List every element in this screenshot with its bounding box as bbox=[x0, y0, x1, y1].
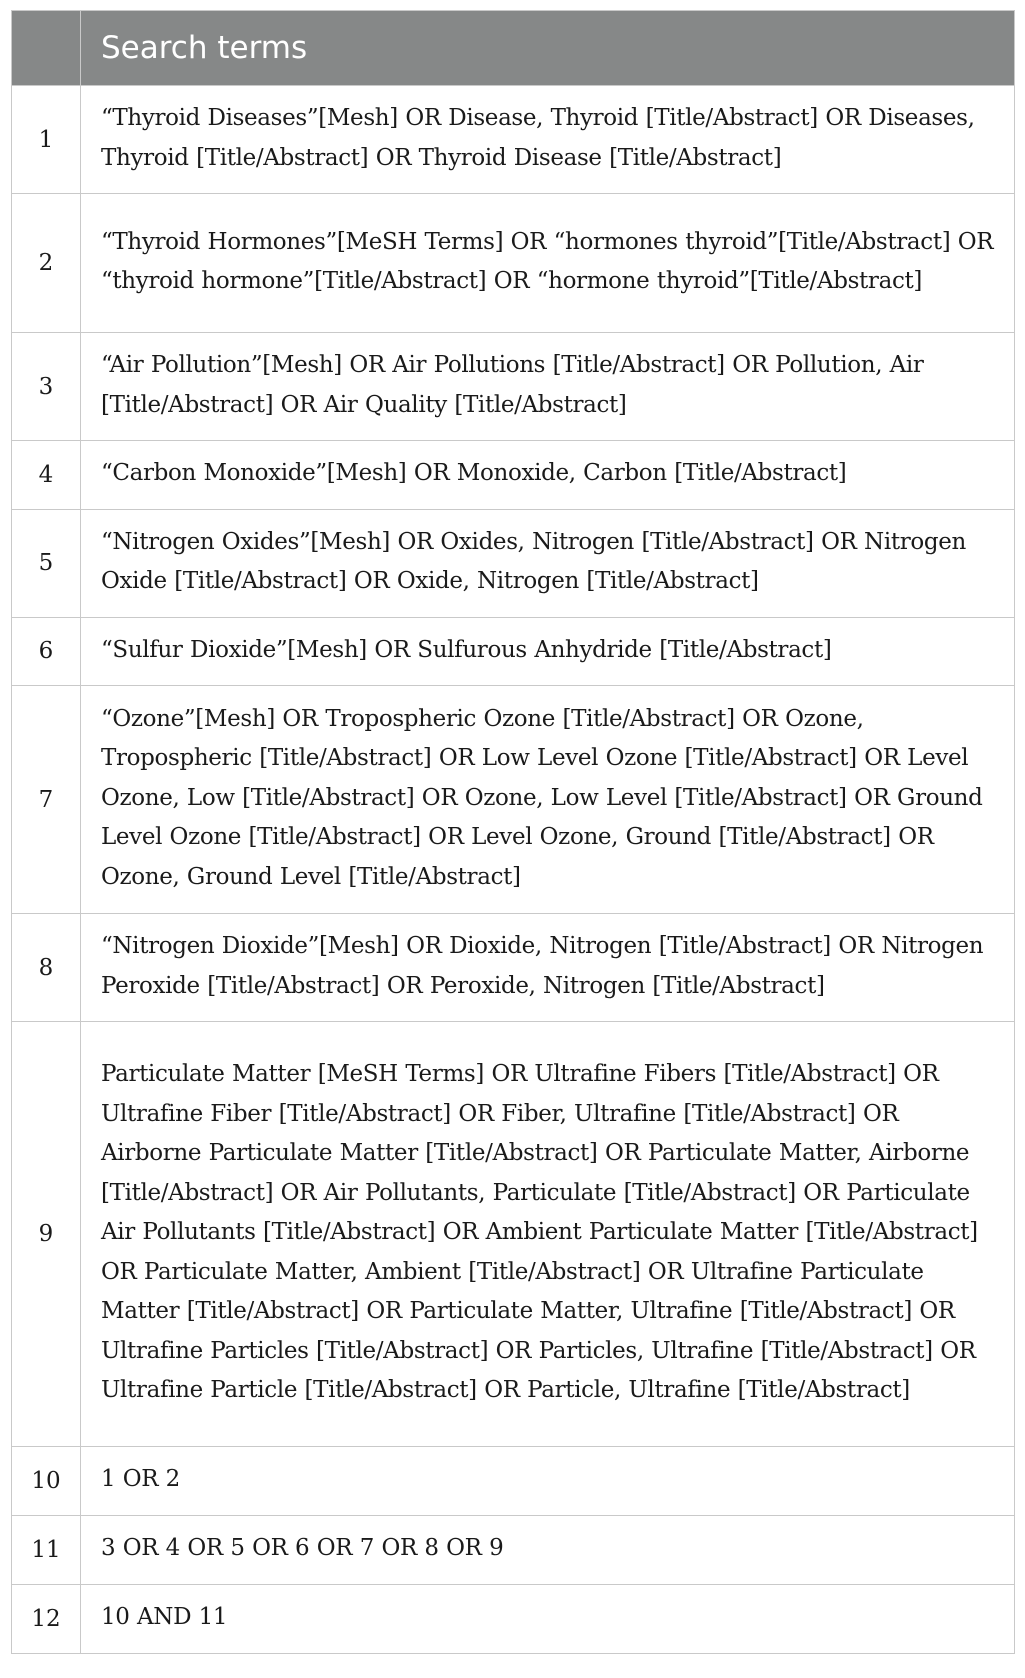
row-search-terms: “Thyroid Hormones”[MeSH Terms] OR “hormones thyroid”[Title/Abstract] OR “thyroid hormone”[Title/Abstract] OR “hormone thyroid”[Title/Abstract] bbox=[81, 194, 1015, 333]
row-search-terms: 1 OR 2 bbox=[81, 1447, 1015, 1516]
table-row bbox=[12, 1585, 1015, 1654]
table-header-row bbox=[12, 11, 1015, 86]
row-number: 12 bbox=[12, 1585, 81, 1654]
row-search-terms: 3 OR 4 OR 5 OR 6 OR 7 OR 8 OR 9 bbox=[81, 1516, 1015, 1585]
row-search-terms: “Carbon Monoxide”[Mesh] OR Monoxide, Carbon [Title/Abstract] bbox=[81, 441, 1015, 510]
table-row bbox=[12, 1516, 1015, 1585]
table-row bbox=[12, 509, 1015, 617]
row-search-terms: “Sulfur Dioxide”[Mesh] OR Sulfurous Anhydride [Title/Abstract] bbox=[81, 617, 1015, 686]
header-search-terms: Search terms bbox=[81, 11, 1015, 86]
table-row bbox=[12, 194, 1015, 333]
row-number: 9 bbox=[12, 1022, 81, 1447]
table-row bbox=[12, 86, 1015, 194]
row-search-terms: “Nitrogen Oxides”[Mesh] OR Oxides, Nitrogen [Title/Abstract] OR Nitrogen Oxide [Title/Abstract] OR Oxide, Nitrogen [Title/Abstract] bbox=[81, 509, 1015, 617]
search-terms-table bbox=[11, 10, 1015, 1654]
row-number: 5 bbox=[12, 509, 81, 617]
row-search-terms: “Ozone”[Mesh] OR Tropospheric Ozone [Title/Abstract] OR Ozone, Tropospheric [Title/Abstract] OR Low Level Ozone [Title/Abstract] OR Level Ozone, Low [Title/Abstract] OR Ozone, Low Level [Title/Abstract] OR Ground Level Ozone [Title/Abstract] OR Level Ozone, Ground [Title/Abstract] OR Ozone, Ground Level [Title/Abstract] bbox=[81, 686, 1015, 914]
row-number: 11 bbox=[12, 1516, 81, 1585]
row-number: 2 bbox=[12, 194, 81, 333]
row-search-terms: Particulate Matter [MeSH Terms] OR Ultrafine Fibers [Title/Abstract] OR Ultrafine Fiber [Title/Abstract] OR Fiber, Ultrafine [Title/Abstract] OR Airborne Particulate Matter [Title/Abstract] OR Particulate Matter, Airborne [Title/Abstract] OR Air Pollutants, Particulate [Title/Abstract] OR Particulate Air Pollutants [Title/Abstract] OR Ambient Particulate Matter [Title/Abstract] OR Particulate Matter, Ambient [Title/Abstract] OR Ultrafine Particulate Matter [Title/Abstract] OR Particulate Matter, Ultrafine [Title/Abstract] OR Ultrafine Particles [Title/Abstract] OR Particles, Ultrafine [Title/Abstract] OR Ultrafine Particle [Title/Abstract] OR Particle, Ultrafine [Title/Abstract] bbox=[81, 1022, 1015, 1447]
table-row bbox=[12, 1022, 1015, 1447]
row-number: 1 bbox=[12, 86, 81, 194]
row-number: 6 bbox=[12, 617, 81, 686]
table-row bbox=[12, 686, 1015, 914]
row-search-terms: “Air Pollution”[Mesh] OR Air Pollutions [Title/Abstract] OR Pollution, Air [Title/Abstract] OR Air Quality [Title/Abstract] bbox=[81, 333, 1015, 441]
table-row bbox=[12, 914, 1015, 1022]
table-row bbox=[12, 441, 1015, 510]
row-search-terms: “Thyroid Diseases”[Mesh] OR Disease, Thyroid [Title/Abstract] OR Diseases, Thyroid [Title/Abstract] OR Thyroid Disease [Title/Abstract] bbox=[81, 86, 1015, 194]
table-row bbox=[12, 333, 1015, 441]
row-number: 3 bbox=[12, 333, 81, 441]
row-search-terms: “Nitrogen Dioxide”[Mesh] OR Dioxide, Nitrogen [Title/Abstract] OR Nitrogen Peroxide [Title/Abstract] OR Peroxide, Nitrogen [Title/Abstract] bbox=[81, 914, 1015, 1022]
row-search-terms: 10 AND 11 bbox=[81, 1585, 1015, 1654]
table-row bbox=[12, 617, 1015, 686]
row-number: 4 bbox=[12, 441, 81, 510]
table-row bbox=[12, 1447, 1015, 1516]
row-number: 10 bbox=[12, 1447, 81, 1516]
row-number: 7 bbox=[12, 686, 81, 914]
row-number: 8 bbox=[12, 914, 81, 1022]
header-number-cell bbox=[12, 11, 81, 86]
